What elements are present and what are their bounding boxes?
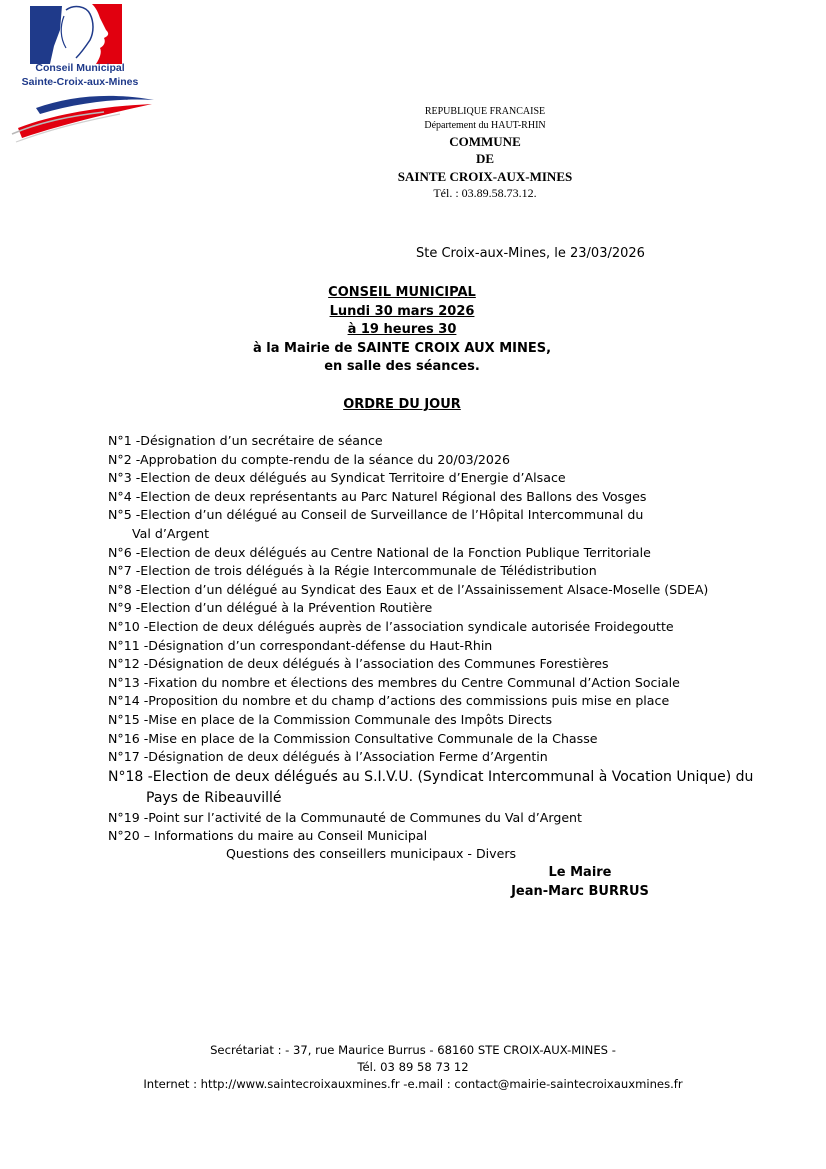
agenda-item: N°8 -Election d’un délégué au Syndicat des Eaux et de l’Assainissement Alsace-Moselle (SDEA) — [108, 581, 709, 597]
agenda-item: N°2 -Approbation du compte-rendu de la séance du 20/03/2026 — [108, 451, 510, 467]
agenda-item: N°14 -Proposition du nombre et du champ d’actions des commissions puis mise en place — [108, 693, 670, 709]
agenda-item: N°15 -Mise en place de la Commission Communale des Impôts Directs — [108, 711, 553, 727]
questions-line: Questions des conseillers municipaux - Divers — [226, 846, 517, 861]
agenda-item: N°18 -Election de deux délégués au S.I.V.U. (Syndicat Intercommunal à Vocation Unique) du — [108, 768, 754, 785]
agenda-item: N°4 -Election de deux représentants au Parc Naturel Régional des Ballons des Vosges — [108, 488, 647, 504]
town-phone: Tél. : 03.89.58.73.12. — [433, 186, 537, 200]
agenda-item-continuation: Pays de Ribeauvillé — [146, 789, 282, 806]
agenda-item-continuation: Val d’Argent — [132, 525, 210, 541]
logo-text-line1: Conseil Municipal — [35, 62, 125, 74]
agenda-item: N°13 -Fixation du nombre et élections des membres du Centre Communal d’Action Sociale — [108, 674, 680, 690]
department-label: Département du HAUT-RHIN — [424, 120, 546, 131]
logo-text-line2: Sainte-Croix-aux-Mines — [21, 76, 139, 88]
agenda-item: N°20 – Informations du maire au Conseil Municipal — [108, 828, 428, 844]
agenda-item: N°1 -Désignation d’un secrétaire de séance — [108, 433, 383, 448]
agenda-item: N°9 -Election d’un délégué à la Prévention Routière — [108, 600, 433, 616]
agenda-item: N°10 -Election de deux délégués auprès de l’association syndicale autorisée Froidegoutte — [108, 618, 674, 634]
agenda-item: N°3 -Election de deux délégués au Syndicat Territoire d’Energie d’Alsace — [108, 470, 566, 486]
agenda-item: N°11 -Désignation d’un correspondant-défense du Haut-Rhin — [108, 637, 493, 653]
municipal-logo — [0, 0, 160, 150]
commune-label: COMMUNE — [449, 134, 521, 149]
date-line: Ste Croix-aux-Mines, le 23/03/2026 — [416, 246, 645, 261]
footer-web: Internet : http://www.saintecroixauxmines.fr -e.mail : contact@mairie-saintecroixauxmines.fr — [143, 1077, 683, 1091]
de-label: DE — [475, 151, 495, 166]
republic-label: REPUBLIQUE FRANCAISE — [424, 106, 546, 117]
signature-role: Le Maire — [548, 865, 612, 880]
meeting-place: à la Mairie de SAINTE CROIX AUX MINES, — [252, 341, 552, 356]
footer-address: Secrétariat : - 37, rue Maurice Burrus - 68160 STE CROIX-AUX-MINES - — [210, 1043, 616, 1057]
meeting-day: Lundi 30 mars 2026 — [329, 304, 475, 319]
agenda-title: ORDRE DU JOUR — [343, 397, 461, 412]
meeting-time: à 19 heures 30 — [347, 322, 457, 337]
agenda-item: N°19 -Point sur l’activité de la Communauté de Communes du Val d’Argent — [108, 809, 582, 825]
agenda-item: N°6 -Election de deux délégués au Centre National de la Fonction Publique Territoriale — [108, 544, 651, 560]
agenda-item: N°7 -Election de trois délégués à la Régie Intercommunale de Télédistribution — [108, 563, 597, 579]
footer-phone: Tél. 03 89 58 73 12 — [357, 1060, 469, 1074]
meeting-room: en salle des séances. — [324, 359, 480, 374]
agenda-item: N°5 -Election d’un délégué au Conseil de Surveillance de l’Hôpital Intercommunal du — [108, 507, 644, 523]
signature-name: Jean-Marc BURRUS — [511, 884, 649, 899]
marianne-logo-graphic — [0, 0, 160, 150]
agenda-item: N°16 -Mise en place de la Commission Consultative Communale de la Chasse — [108, 730, 598, 746]
agenda-item: N°17 -Désignation de deux délégués à l’Association Ferme d’Argentin — [108, 749, 548, 765]
meeting-title: CONSEIL MUNICIPAL — [328, 285, 476, 300]
agenda-item: N°12 -Désignation de deux délégués à l’association des Communes Forestières — [108, 656, 609, 672]
agenda-list — [108, 432, 754, 846]
town-name: SAINTE CROIX-AUX-MINES — [397, 169, 573, 184]
